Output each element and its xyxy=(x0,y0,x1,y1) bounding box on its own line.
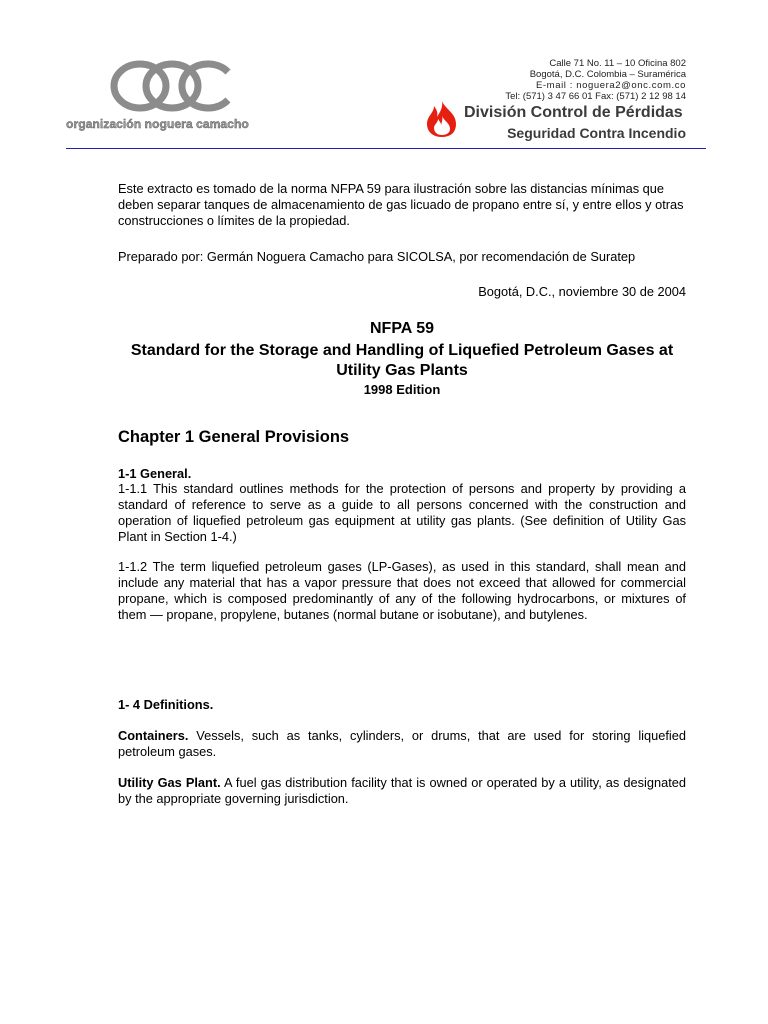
definition-utility-gas-plant xyxy=(118,775,686,807)
prepared-by: Preparado por: Germán Noguera Camacho para SICOLSA, por recomendación de Suratep xyxy=(118,249,636,264)
header-divider xyxy=(66,148,706,149)
definition-term: Containers. xyxy=(118,728,189,743)
definition-term: Utility Gas Plant. xyxy=(118,775,221,790)
nfpa-number: NFPA 59 xyxy=(369,320,434,337)
address-line: Bogotá, D.C. Colombia – Suramérica xyxy=(529,69,686,80)
flame-icon xyxy=(423,100,461,138)
intro-paragraph: Este extracto es tomado de la norma NFPA 59 para ilustración sobre las distancias mínimas que deben separar tanques de almacenamiento de gas licuado de propano entre sí, y entre ellos y otras construcciones o límites de la propiedad. xyxy=(118,181,684,228)
definition-text: A fuel gas distribution facility that is owned or operated by a utility, as designated by the appropriate governing jurisdiction. xyxy=(118,775,686,806)
document-date: Bogotá, D.C., noviembre 30 de 2004 xyxy=(478,284,686,299)
standard-title: Standard for the Storage and Handling of Liquefied Petroleum Gases at Utility Gas Plants xyxy=(130,342,674,379)
logo-caption: organización noguera camacho xyxy=(66,117,249,131)
paragraph-1-1-1: 1-1.1 This standard outlines methods for the protection of persons and property by providing a standard of reference to serve as a guide to all persons concerned with the construction and operation of liquefied petroleum gas equipment at utility gas plants. (See definition of Utility Gas Plant in Section 1-4.) xyxy=(118,481,686,544)
address-line: Calle 71 No. 11 – 10 Oficina 802 xyxy=(549,58,686,69)
section-heading-general: 1-1 General. xyxy=(118,466,192,481)
onc-logo xyxy=(66,56,284,134)
paragraph-1-1-2: 1-1.2 The term liquefied petroleum gases (LP-Gases), as used in this standard, shall mean and include any material that has a vapor pressure that does not exceed that allowed for commercial propane, which is composed predominantly of any of the following hydrocarbons, or mixtures of them — propane, propylene, butanes (normal butane or isobutane), and butylenes. xyxy=(118,559,686,622)
phone-line: Tel: (571) 3 47 66 01 Fax: (571) 2 12 98 14 xyxy=(505,91,686,102)
chapter-heading: Chapter 1 General Provisions xyxy=(118,428,350,446)
section-heading-definitions: 1- 4 Definitions. xyxy=(118,697,214,712)
division-title: División Control de Pérdidas xyxy=(464,104,683,121)
definition-containers xyxy=(118,728,686,760)
definition-text: Vessels, such as tanks, cylinders, or drums, that are used for storing liquefied petroleum gases. xyxy=(118,728,686,759)
division-subtitle: Seguridad Contra Incendio xyxy=(507,125,686,141)
email-line: E-mail : noguera2@onc.com.co xyxy=(535,80,686,91)
edition: 1998 Edition xyxy=(363,382,441,397)
